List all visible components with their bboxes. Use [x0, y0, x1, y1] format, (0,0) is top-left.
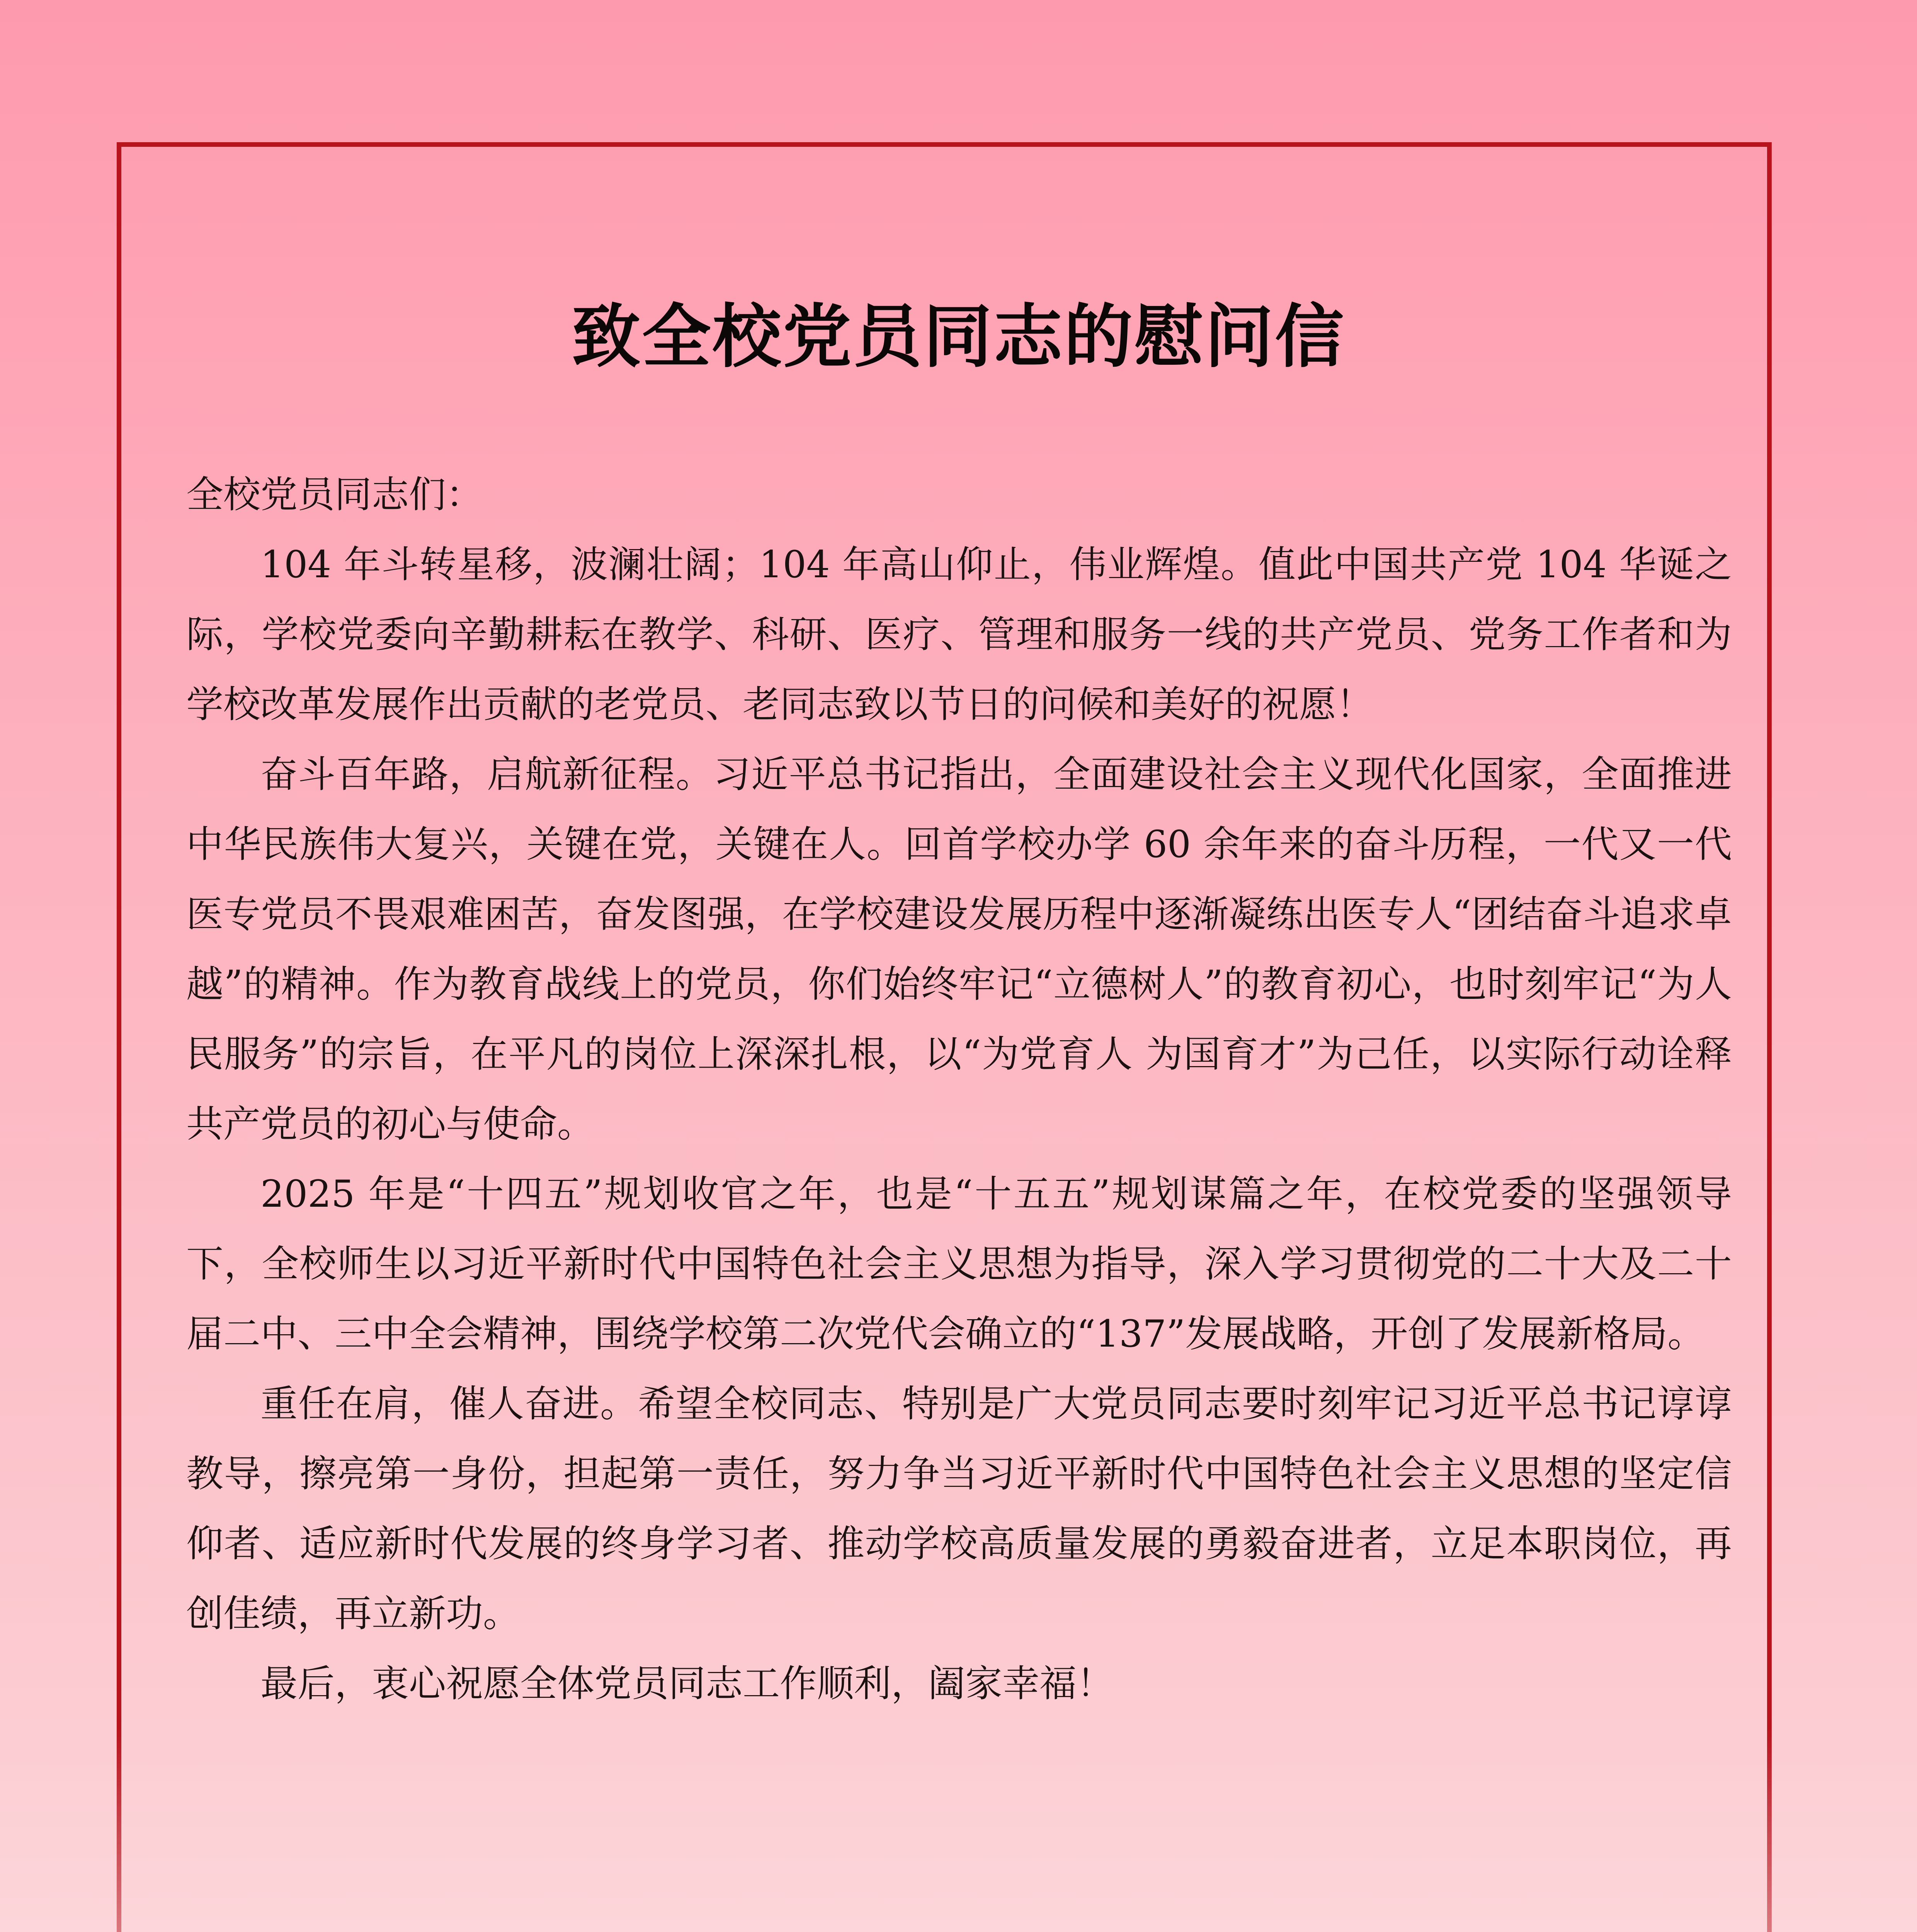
letter-title: 致全校党员同志的慰问信	[572, 297, 1345, 377]
salutation: 全校党员同志们：	[186, 473, 483, 516]
paragraph-history: 奋斗百年路，启航新征程。习近平总书记指出，全面建设社会主义现代化国家，全面推进中华民族伟大复兴，关键在党，关键在人。回首学校办学 60 余年来的奋斗历程，一代又一代医专党员不畏艰难困苦，奋发图强，在学校建设发展历程中逐渐凝练出医专人“团结奋斗追求卓越”的精神。作为教育战线上的党员，你们始终牢记“立德树人”的教育初心，也时刻牢记“为人民服务”的宗旨，在平凡的岗位上深深扎根，以“为党育人 为国育才”为己任，以实际行动诠释共产党员的初心与使命。	[186, 753, 1732, 1146]
paragraph-expectations: 重任在肩，催人奋进。希望全校同志、特别是广大党员同志要时刻牢记习近平总书记谆谆教导，擦亮第一身份，担起第一责任，努力争当习近平新时代中国特色社会主义思想的坚定信仰者、适应新时代发展的终身学习者、推动学校高质量发展的勇毅奋进者，立足本职岗位，再创佳绩，再立新功。	[186, 1382, 1732, 1635]
paragraph-closing-wishes: 最后，衷心祝愿全体党员同志工作顺利，阖家幸福！	[260, 1662, 1114, 1705]
paragraph-anniversary: 104 年斗转星移，波澜壮阔；104 年高山仰止，伟业辉煌。值此中国共产党 104 华诞之际，学校党委向辛勤耕耘在教学、科研、医疗、管理和服务一线的共产党员、党务工作者和为学校改革发展作出贡献的老党员、老同志致以节日的问候和美好的祝愿！	[186, 543, 1732, 726]
letter-body	[186, 460, 1732, 1719]
paragraph-2025-development: 2025 年是“十四五”规划收官之年，也是“十五五”规划谋篇之年，在校党委的坚强领导下，全校师生以习近平新时代中国特色社会主义思想为指导，深入学习贯彻党的二十大及二十届二中、三中全会精神，围绕学校第二次党代会确立的“137”发展战略，开创了发展新格局。	[186, 1172, 1732, 1355]
